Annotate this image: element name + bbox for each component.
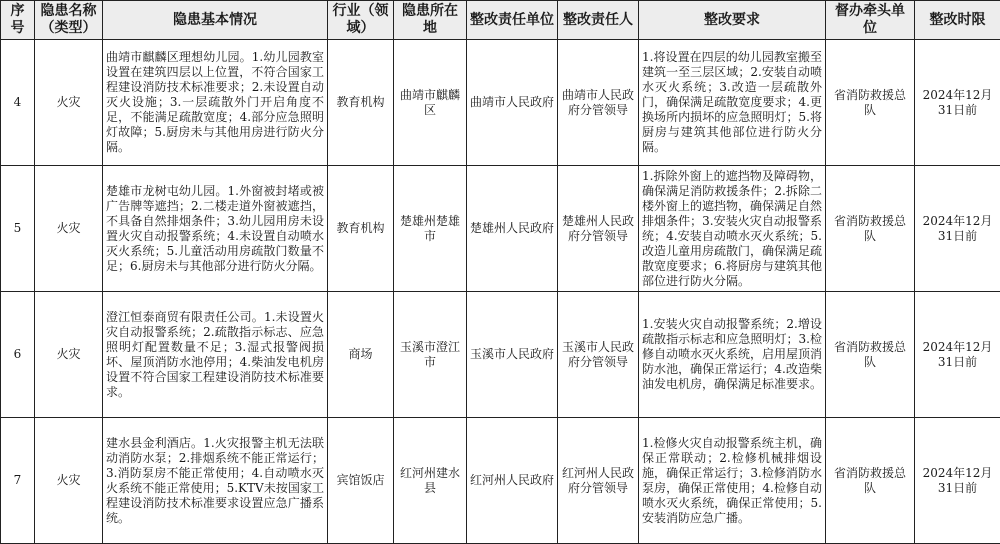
header-cell-no: 序号: [1, 1, 35, 40]
cell-requirement: 1.将设置在四层的幼儿园教室搬至建筑一至三层区域；2.安装自动喷水灭火系统；3.改造一层疏散外门，确保满足疏散宽度要求；4.更换场所内损坏的应急照明灯；5.将厨房与建筑其他部位进行防火分隔。: [639, 40, 826, 166]
cell-unit: 楚雄州人民政府: [467, 166, 558, 292]
header-cell-industry: 行业（领域）: [328, 1, 394, 40]
cell-deadline: 2024年12月31日前: [915, 40, 1000, 166]
cell-supervisor: 省消防救援总队: [826, 292, 915, 418]
cell-requirement: 1.拆除外窗上的遮挡物及障碍物，确保满足消防救援条件；2.拆除二楼外窗上的遮挡物，确保满足自然排烟条件；3.安装火灾自动报警系统；4.安装自动喷水灭火系统；5.改造儿童用房疏散门，确保满足疏散宽度要求；6.将厨房与建筑其他部位进行防火分隔。: [639, 166, 826, 292]
cell-industry: 教育机构: [328, 40, 394, 166]
cell-location: 玉溪市澄江市: [394, 292, 467, 418]
cell-no: 7: [1, 418, 35, 544]
header-cell-type: 隐患名称（类型）: [35, 1, 103, 40]
cell-unit: 曲靖市人民政府: [467, 40, 558, 166]
cell-type: 火灾: [35, 418, 103, 544]
cell-person: 玉溪市人民政府分管领导: [558, 292, 639, 418]
cell-type: 火灾: [35, 40, 103, 166]
header-cell-unit: 整改责任单位: [467, 1, 558, 40]
cell-situation: 曲靖市麒麟区理想幼儿园。1.幼儿园教室设置在建筑四层以上位置，不符合国家工程建设消防技术标准要求；2.未设置自动灭火设施；3.一层疏散外门开启角度不足，不能满足疏散宽度；4.部分应急照明灯故障；5.厨房未与其他用房进行防火分隔。: [103, 40, 328, 166]
cell-person: 楚雄州人民政府分管领导: [558, 166, 639, 292]
cell-location: 红河州建水县: [394, 418, 467, 544]
cell-unit: 红河州人民政府: [467, 418, 558, 544]
cell-type: 火灾: [35, 166, 103, 292]
cell-industry: 商场: [328, 292, 394, 418]
cell-person: 曲靖市人民政府分管领导: [558, 40, 639, 166]
cell-unit: 玉溪市人民政府: [467, 292, 558, 418]
header-cell-requirement: 整改要求: [639, 1, 826, 40]
table-row: [1, 166, 1000, 292]
header-cell-supervisor: 督办牵头单位: [826, 1, 915, 40]
header-cell-location: 隐患所在地: [394, 1, 467, 40]
header-cell-person: 整改责任人: [558, 1, 639, 40]
cell-supervisor: 省消防救援总队: [826, 166, 915, 292]
cell-supervisor: 省消防救援总队: [826, 418, 915, 544]
cell-requirement: 1.检修火灾自动报警系统主机，确保正常联动；2.检修机械排烟设施，确保正常运行；3.检修消防水泵房，确保正常使用；4.检修自动喷水灭火系统，确保正常使用；5.安装消防应急广播。: [639, 418, 826, 544]
cell-type: 火灾: [35, 292, 103, 418]
table-row: [1, 292, 1000, 418]
cell-deadline: 2024年12月31日前: [915, 292, 1000, 418]
header-cell-situation: 隐患基本情况: [103, 1, 328, 40]
cell-situation: 楚雄市龙树屯幼儿园。1.外窗被封堵或被广告牌等遮挡；2.二楼走道外窗被遮挡，不具备自然排烟条件；3.幼儿园用房未设置火灾自动报警系统；4.未设置自动喷水灭火系统；5.儿童活动用房疏散门数量不足；6.厨房未与其他部分进行防火分隔。: [103, 166, 328, 292]
cell-situation: 澄江恒泰商贸有限责任公司。1.未设置火灾自动报警系统；2.疏散指示标志、应急照明灯配置数量不足；3.湿式报警阀损坏、屋顶消防水池停用；4.柴油发电机房设置不符合国家工程建设消防技术标准要求。: [103, 292, 328, 418]
cell-requirement: 1.安装火灾自动报警系统；2.增设疏散指示标志和应急照明灯；3.检修自动喷水灭火系统，启用屋顶消防水池，确保正常运行；4.改造柴油发电机房，确保满足标准要求。: [639, 292, 826, 418]
cell-location: 曲靖市麒麟区: [394, 40, 467, 166]
table-header-row: [1, 1, 1000, 40]
cell-industry: 宾馆饭店: [328, 418, 394, 544]
table-row: [1, 40, 1000, 166]
cell-deadline: 2024年12月31日前: [915, 166, 1000, 292]
cell-no: 4: [1, 40, 35, 166]
header-cell-deadline: 整改时限: [915, 1, 1000, 40]
table-row: [1, 418, 1000, 544]
cell-deadline: 2024年12月31日前: [915, 418, 1000, 544]
cell-supervisor: 省消防救援总队: [826, 40, 915, 166]
cell-industry: 教育机构: [328, 166, 394, 292]
cell-situation: 建水县金利酒店。1.火灾报警主机无法联动消防水泵；2.排烟系统不能正常运行；3.消防泵房不能正常使用；4.自动喷水灭火系统不能正常使用；5.KTV未按国家工程建设消防技术标准要求设置应急广播系统。: [103, 418, 328, 544]
cell-person: 红河州人民政府分管领导: [558, 418, 639, 544]
cell-no: 6: [1, 292, 35, 418]
cell-no: 5: [1, 166, 35, 292]
cell-location: 楚雄州楚雄市: [394, 166, 467, 292]
